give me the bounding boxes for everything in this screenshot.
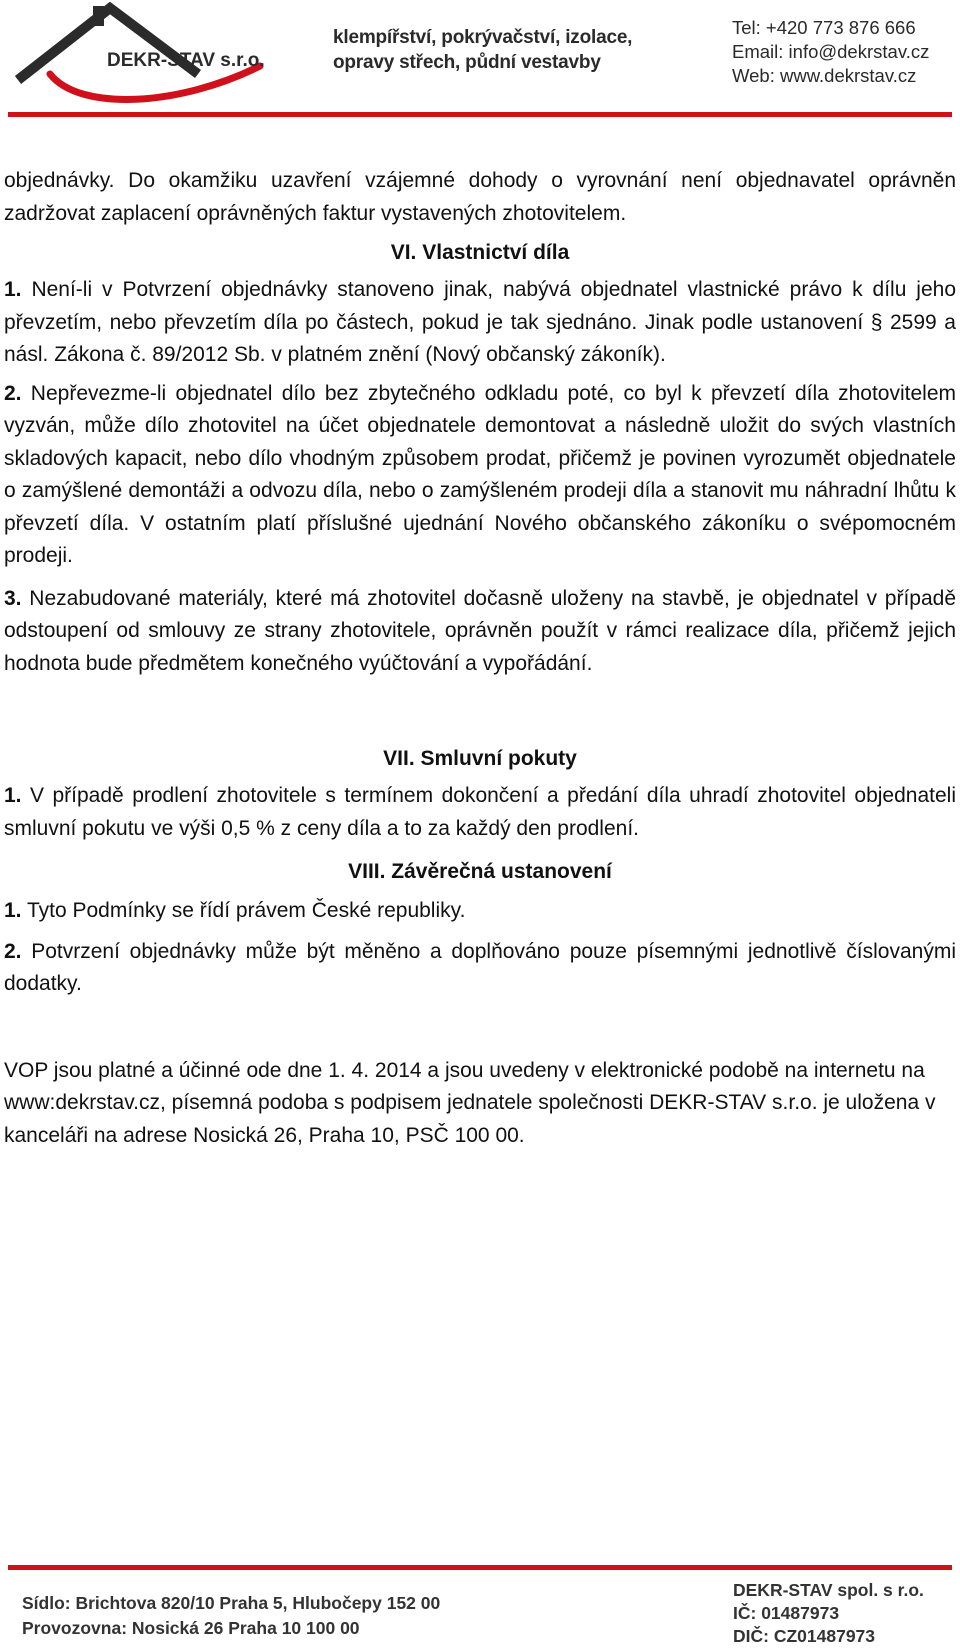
validity-statement: VOP jsou platné a účinné ode dne 1. 4. 2014 a jsou uvedeny v elektronické podobě na internetu na www:dekrstav.cz, písemná podoba s podpisem jednatele společnosti DEKR-STAV s.r.o. je uložena v kanceláři na adrese Nosická 26, Praha 10, PSČ 100 00. xyxy=(4,1058,936,1147)
company-name: DEKR-STAV spol. s r.o. xyxy=(733,1580,924,1600)
section-8-paragraph-1 xyxy=(4,895,956,928)
section-6-title: VI. Vlastnictví díla xyxy=(390,241,570,264)
paragraph-number: 1. xyxy=(4,784,22,807)
phone-text: Tel: +420 773 876 666 xyxy=(732,17,916,38)
paragraph-text: V případě prodlení zhotovitele s termínem dokončení a předání díla uhradí zhotovitel objednateli smluvní pokutu ve výši 0,5 % z ceny díla a to za každý den prodlení. xyxy=(4,784,956,840)
page-footer xyxy=(0,1565,960,1650)
tagline-line-1: klempířství, pokrývačství, izolace, xyxy=(333,27,633,48)
registered-seat: Sídlo: Brichtova 820/10 Praha 5, Hlubočepy 152 00 xyxy=(22,1593,441,1613)
paragraph-number: 2. xyxy=(4,939,22,963)
company-logo xyxy=(10,2,270,110)
branch-address: Provozovna: Nosická 26 Praha 10 100 00 xyxy=(22,1618,360,1638)
vat-id: DIČ: CZ01487973 xyxy=(733,1626,876,1646)
company-id: IČ: 01487973 xyxy=(733,1603,840,1623)
contact-block xyxy=(732,16,929,88)
company-tagline xyxy=(333,25,632,75)
section-8-title: VIII. Závěrečná ustanovení xyxy=(348,860,612,883)
header-divider xyxy=(8,112,952,117)
web-text: Web: www.dekrstav.cz xyxy=(732,65,917,86)
document-body xyxy=(4,165,956,1152)
section-6-paragraph-1 xyxy=(4,274,956,372)
section-7-title: VII. Smluvní pokuty xyxy=(383,747,577,770)
section-6-paragraph-2 xyxy=(4,378,956,573)
svg-text:DEKR-STAV s.r.o.: DEKR-STAV s.r.o. xyxy=(107,50,265,71)
paragraph-number: 1. xyxy=(4,278,22,301)
section-6-paragraph-3 xyxy=(4,583,956,681)
footer-address-block xyxy=(22,1591,440,1641)
email-text: Email: info@dekrstav.cz xyxy=(732,41,930,62)
paragraph-number: 2. xyxy=(4,381,22,405)
footer-company-block xyxy=(733,1579,924,1648)
tagline-line-2: opravy střech, půdní vestavby xyxy=(333,52,601,73)
paragraph-text: Tyto Podmínky se řídí právem České republiky. xyxy=(21,899,466,922)
paragraph-number: 3. xyxy=(4,586,22,610)
paragraph-text: Není-li v Potvrzení objednávky stanoveno jinak, nabývá objednatel vlastnické právo k dílu jeho převzetím, nebo převzetím díla po částech, pokud je tak sjednáno. Jinak podle ustanovení § 2599 a násl. Zákona č. 89/2012 Sb. v platném znění (Nový občanský zákoník). xyxy=(4,278,956,366)
paragraph-text: Nepřevezme-li objednatel dílo bez zbytečného odkladu poté, co byl k převzetí díla zhotovitelem vyzván, může dílo zhotovitel na účet objednatele demontovat a následně uložit do svých vlastních skladových kapacit, nebo dílo vhodným způsobem prodat, přičemž je povinen vyrozumět objednatele o zamýšlené demontáži a odvozu díla, nebo o zamýšleném prodeji díla a stanovit mu náhradní lhůtu k převzetí díla. V ostatním platí příslušné ujednání Nového občanského zákoníku o svépomocném prodeji. xyxy=(4,381,956,567)
section-8-paragraph-2 xyxy=(4,936,956,1001)
paragraph-text: Nezabudované materiály, které má zhotovitel dočasně uloženy na stavbě, je objednatel v případě odstoupení od smlouvy ze strany zhotovitele, oprávněn použít v rámci realizace díla, přičemž jejich hodnota bude předmětem konečného vyúčtování a vypořádání. xyxy=(4,586,956,675)
paragraph-number: 1. xyxy=(4,899,22,922)
footer-divider xyxy=(8,1565,952,1570)
section-7-paragraph-1 xyxy=(4,780,956,845)
intro-paragraph: objednávky. Do okamžiku uzavření vzájemné dohody o vyrovnání není objednavatel oprávněn zadržovat zaplacení oprávněných faktur vystavených zhotovitelem. xyxy=(4,169,956,225)
letterhead xyxy=(0,0,960,120)
paragraph-text: Potvrzení objednávky může být měněno a doplňováno pouze písemnými jednotlivě číslovanými dodatky. xyxy=(4,939,956,995)
